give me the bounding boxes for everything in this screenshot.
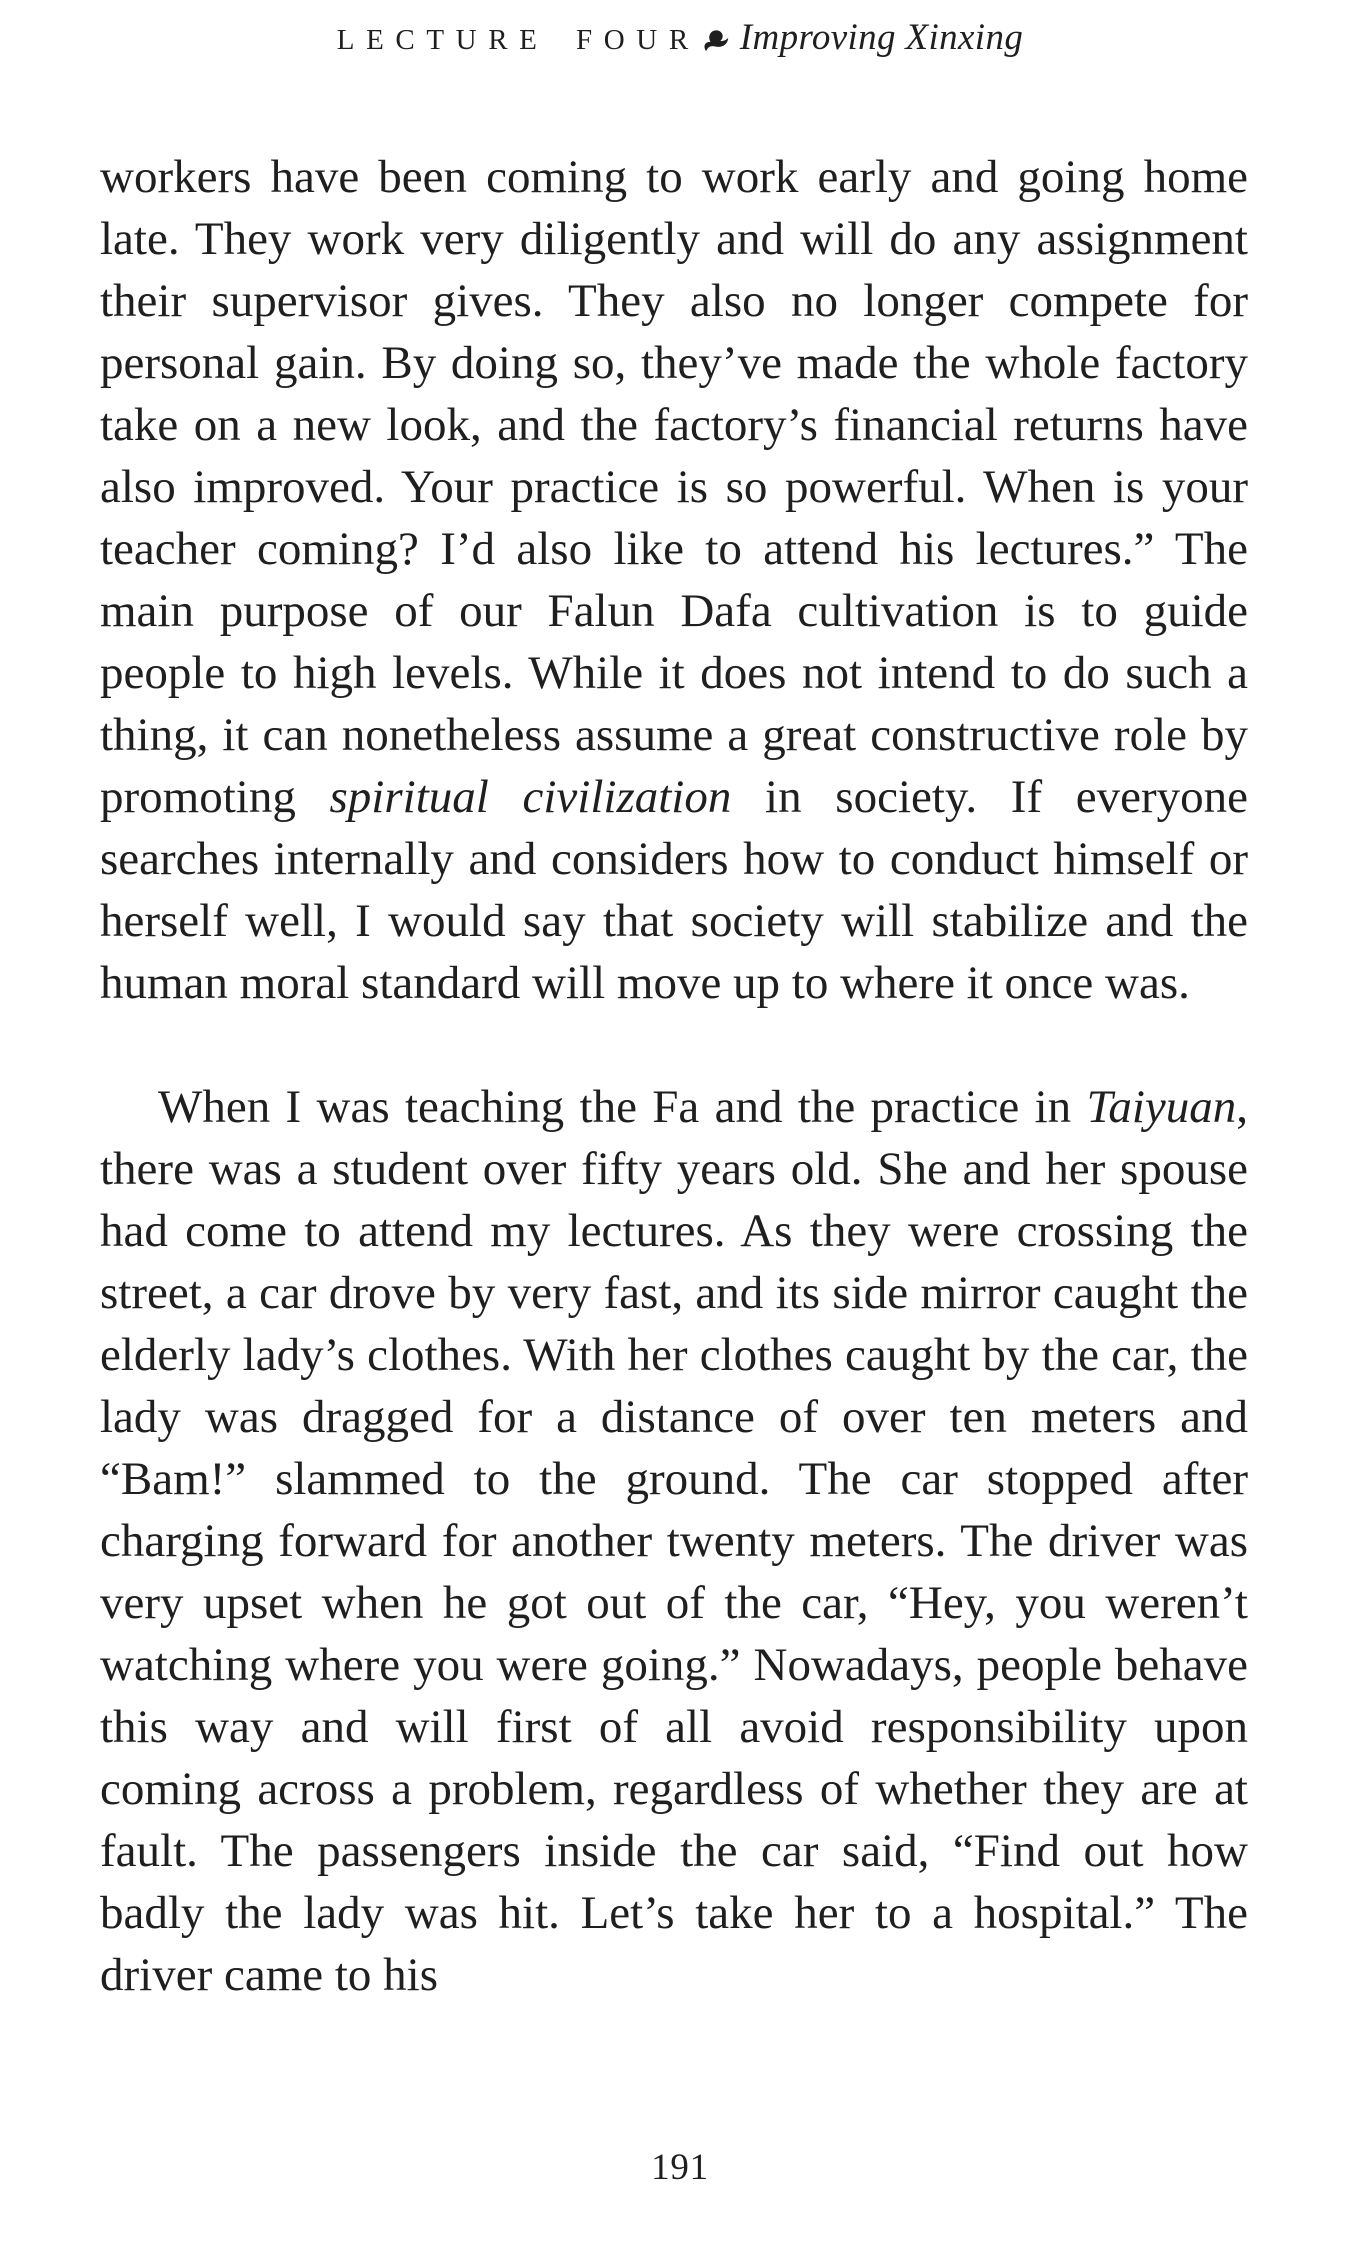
paragraph-2 (100, 1076, 1248, 2006)
hedera-fleuron-icon (702, 27, 730, 58)
text-run-italic: spiritual civilization (329, 771, 732, 823)
text-run-italic: Taiyuan (1086, 1081, 1237, 1133)
page-number: 191 (651, 2147, 709, 2188)
page-footer (0, 2146, 1360, 2189)
chapter-label: LECTURE FOUR (336, 24, 700, 56)
running-head (0, 16, 1360, 59)
text-run: in society. If everyone searches internally and considers how to conduct himself or herself well, I would say that society will stabilize and the human moral standard will move up to where it once was. (100, 771, 1249, 1009)
body-text (100, 146, 1248, 2006)
text-run: When I was teaching the Fa and the practice in (158, 1081, 1087, 1133)
paragraph-1 (100, 146, 1248, 1014)
section-title: Improving Xinxing (739, 17, 1024, 58)
text-run: workers have been coming to work early and going home late. They work very diligently and will do any assignment their supervisor gives. They also no longer compete for personal gain. By doing so, they’ve made the whole factory take on a new look, and the factory’s financial returns have also improved. Your practice is so powerful. When is your teacher coming? I’d also like to attend his lectures.” The main purpose of our Falun Dafa cultivation is to guide people to high levels. While it does not intend to do such a thing, it can nonetheless assume a great constructive role by promoting (100, 151, 1248, 823)
text-run: , there was a student over fifty years old. She and her spouse had come to attend my lectures. As they were crossing the street, a car drove by very fast, and its side mirror caught the elderly lady’s clothes. With her clothes caught by the car, the lady was dragged for a distance of over ten meters and “Bam!” slammed to the ground. The car stopped after charging forward for another twenty meters. The driver was very upset when he got out of the car, “Hey, you weren’t watching where you were going.” Nowadays, people behave this way and will first of all avoid responsibility upon coming across a problem, regardless of whether they are at fault. The passengers inside the car said, “Find out how badly the lady was hit. Let’s take her to a hospital.” The driver came to his (100, 1081, 1248, 2001)
